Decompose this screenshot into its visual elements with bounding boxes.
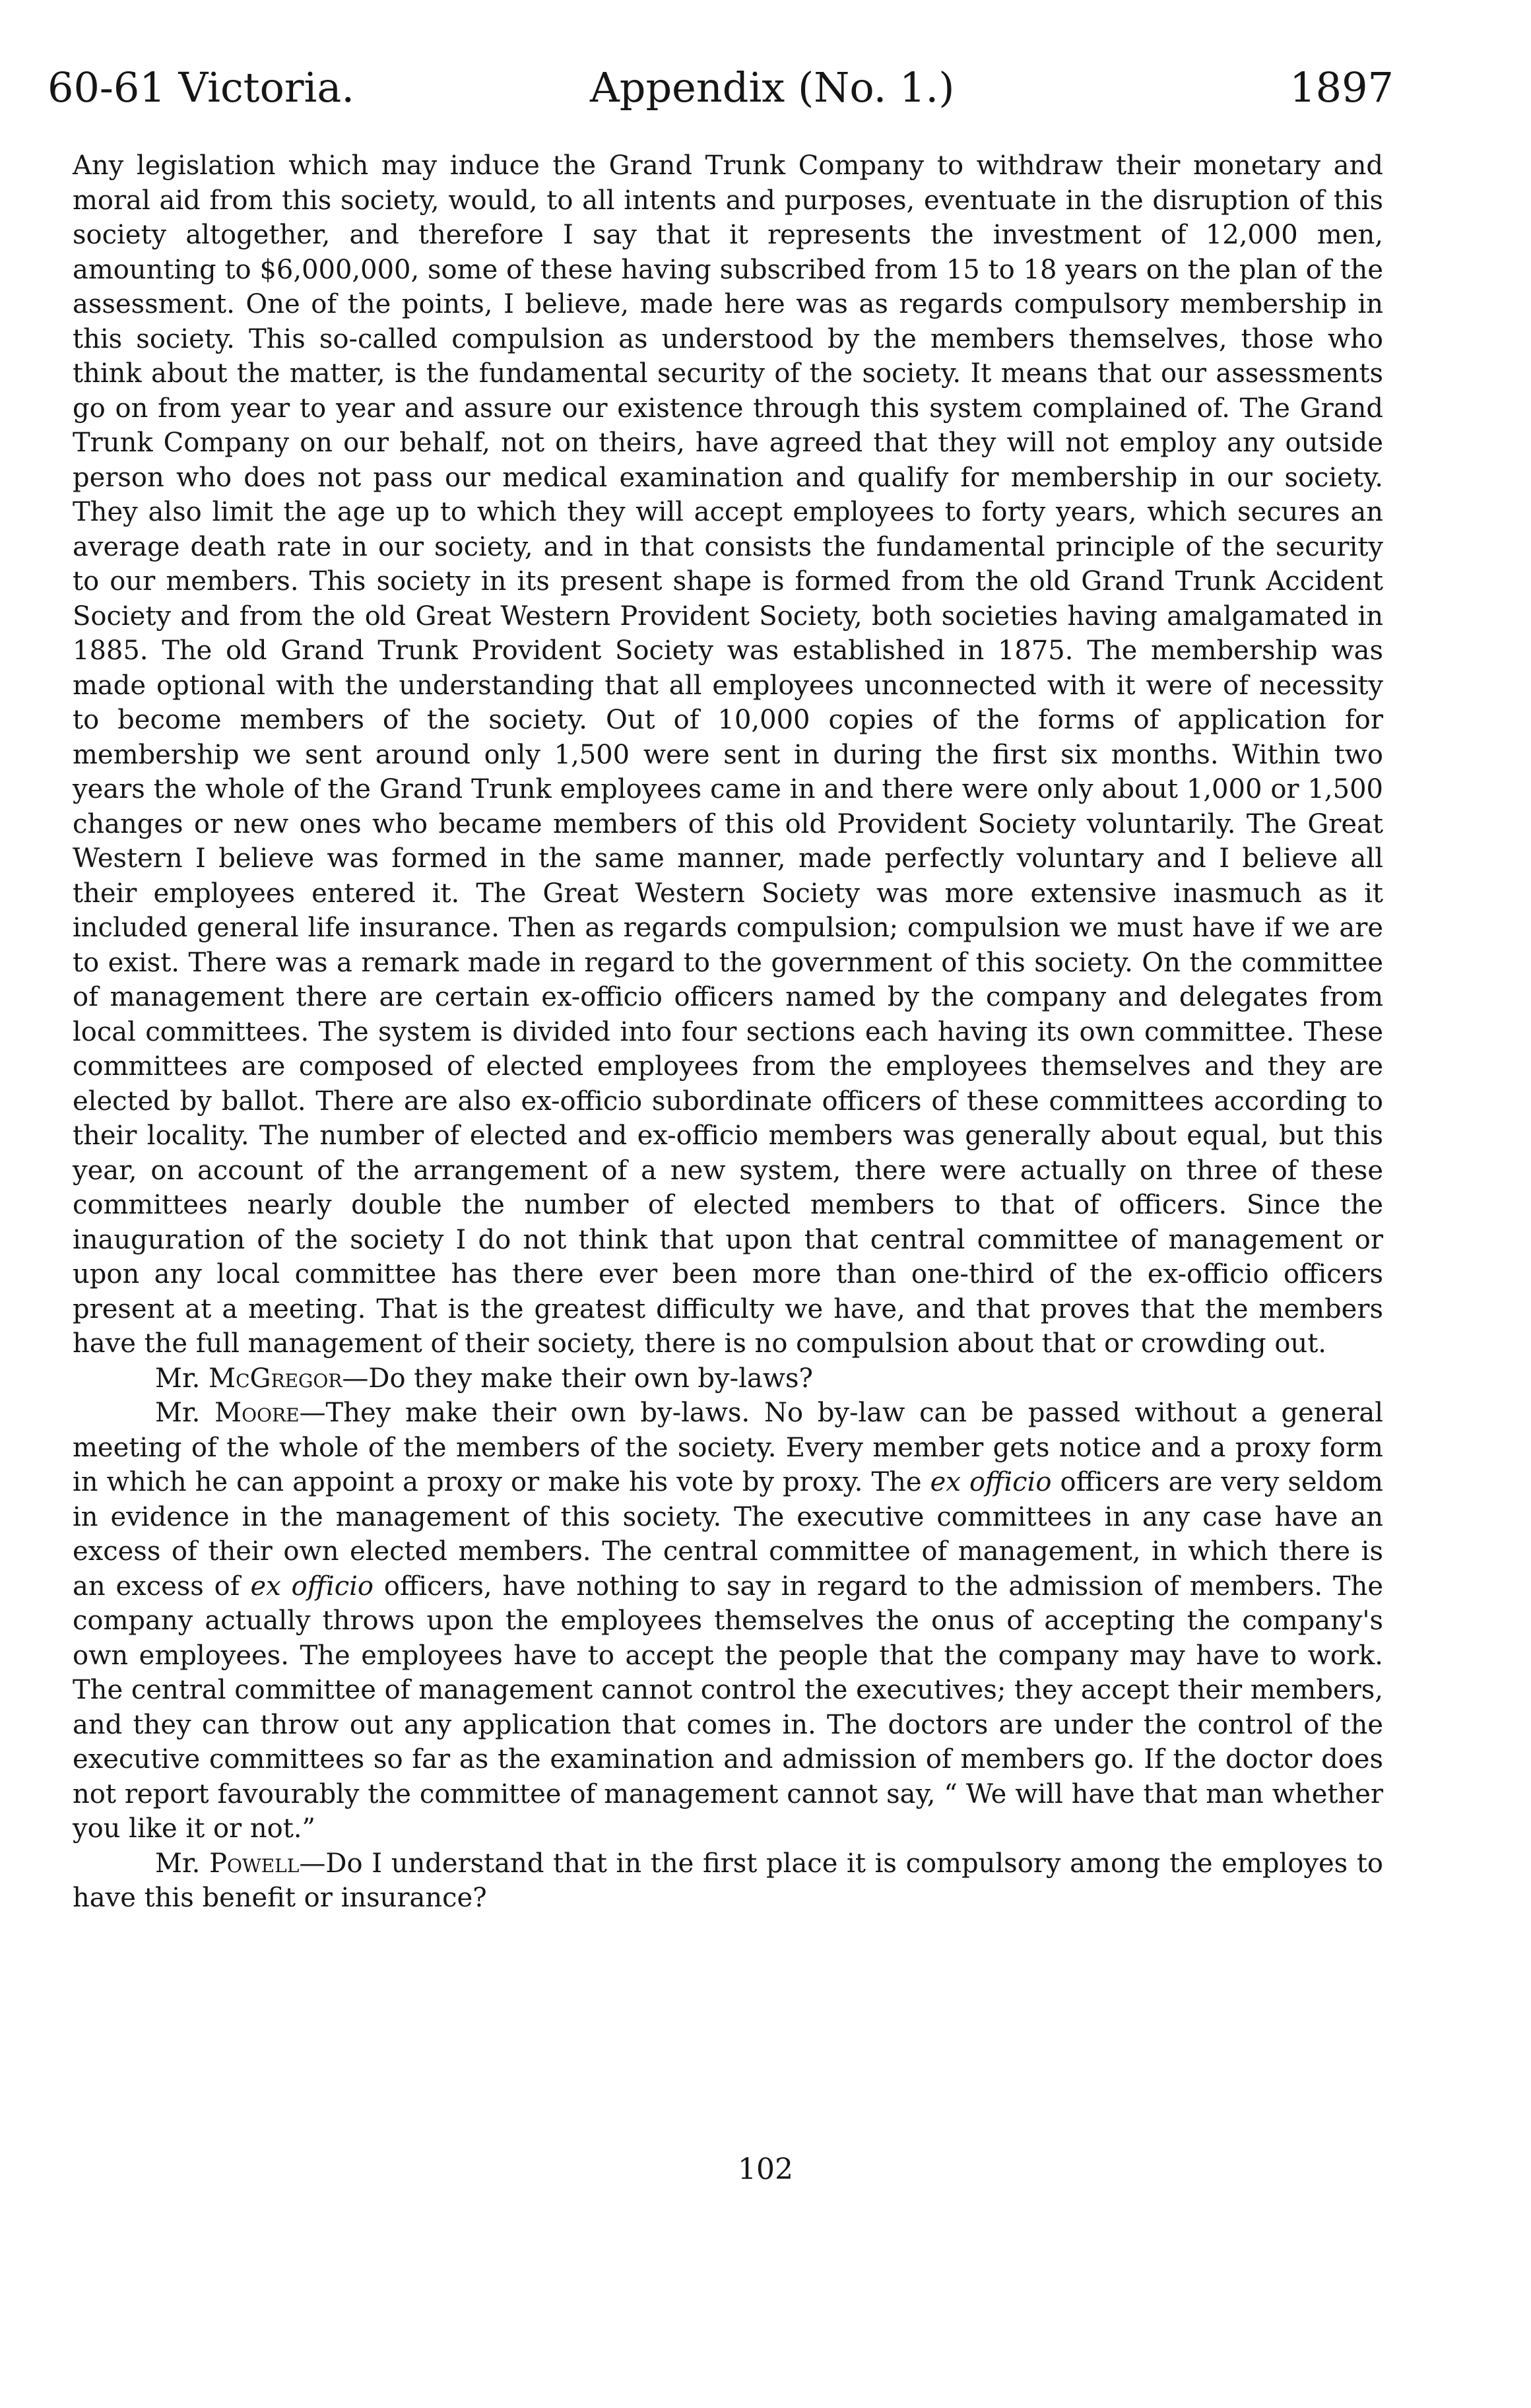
paragraph-question-mcgregor	[73, 1361, 1383, 1396]
page-body	[73, 148, 1383, 1916]
paragraph-text: —Do they make their own by-laws?	[342, 1363, 813, 1394]
paragraph-text: —Do I understand that in the first place it is compulsory among the employes to have this benefit or insurance?	[73, 1848, 1383, 1913]
speaker-title: Mr.	[155, 1363, 201, 1394]
italic-term: ex officio	[930, 1467, 1052, 1497]
speaker-name: Moore	[214, 1398, 300, 1428]
header-appendix: Appendix (No. 1.)	[590, 63, 955, 112]
speaker-title: Mr.	[155, 1398, 201, 1428]
speaker-title: Mr.	[155, 1848, 201, 1879]
paragraph-testimony	[73, 148, 1383, 1361]
header-session: 60-61 Victoria.	[48, 63, 355, 112]
paragraph-text: Any legislation which may induce the Grand Trunk Company to withdraw their monetary and moral aid from this society, would, to all intents and purposes, eventuate in the disruption of this society altogether, and therefore I say that it represents the investment of 12,000 men, amounting to $6,000,000, some of these having subscribed from 15 to 18 years on the plan of the assessment. One of the points, I believe, made here was as regards compulsory membership in this society. This so-called compulsion as understood by the members themselves, those who think about the matter, is the fundamental security of the society. It means that our assessments go on from year to year and assure our existence through this system complained of. The Grand Trunk Company on our behalf, not on theirs, have agreed that they will not employ any outside person who does not pass our medical examination and qualify for membership in our society. They also limit the age up to which they will accept employees to forty years, which secures an average death rate in our society, and in that consists the fundamental principle of the security to our members. This society in its present shape is formed from the old Grand Trunk Accident Society and from the old Great Western Provident Society, both societies having amalgamated in 1885. The old Grand Trunk Provident Society was established in 1875. The membership was made optional with the understanding that all employees unconnected with it were of necessity to become members of the society. Out of 10,000 copies of the forms of application for membership we sent around only 1,500 were sent in during the first six months. Within two years the whole of the Grand Trunk employees came in and there were only about 1,000 or 1,500 changes or new ones who became members of this old Provident Society voluntarily. The Great Western I believe was formed in the same manner, made perfectly voluntary and I believe all their employees entered it. The Great Western Society was more extensive inasmuch as it included general life insurance. Then as regards compulsion; compulsion we must have if we are to exist. There was a remark made in regard to the government of this society. On the committee of management there are certain ex-officio officers named by the company and delegates from local committees. The system is divided into four sections each having its own committee. These committees are composed of elected employees from the employees themselves and they are elected by ballot. There are also ex-officio subordinate officers of these committees according to their locality. The number of elected and ex-officio members was generally about equal, but this year, on account of the arrangement of a new system, there were actually on three of these committees nearly double the number of elected members to that of officers. Since the inauguration of the society I do not think that upon that central committee of management or upon any local committee has there ever been more than one-third of the ex-officio officers present at a meeting. That is the greatest difficulty we have, and that proves that the members have the full management of their society, there is no compulsion about that or crowding out.	[73, 150, 1383, 1359]
paragraph-text: officers, have nothing to say in regard to the admission of members. The company actually throws upon the employees themselves the onus of accepting the company's own employees. The employees have to accept the people that the company may have to work. The central committee of management cannot control the executives; they accept their members, and they can throw out any application that comes in. The doctors are under the control of the executive committees so far as the examination and admission of members go. If the doctor does not report favourably the committee of management cannot say, “ We will have that man whether you like it or not.”	[73, 1571, 1384, 1844]
page-number: 102	[738, 2153, 793, 2186]
speaker-name: Powell	[209, 1848, 300, 1879]
paragraph-text: officers are very seldom in evidence in the management of this society. The executive committees in any case have an excess of their own elected members. The central committee of management, in which there is an excess of	[73, 1467, 1383, 1602]
header-year: 1897	[1289, 63, 1394, 112]
speaker-name: McGregor	[209, 1363, 342, 1394]
paragraph-question-powell	[73, 1846, 1383, 1916]
paragraph-text: —They make their own by-laws. No by-law can be passed without a general meeting of the whole of the members of the society. Every member gets notice and a proxy form in which he can appoint a proxy or make his vote by proxy. The	[73, 1398, 1384, 1497]
running-header	[48, 58, 1394, 117]
italic-term: ex officio	[250, 1571, 374, 1602]
paragraph-answer-moore	[73, 1396, 1383, 1846]
